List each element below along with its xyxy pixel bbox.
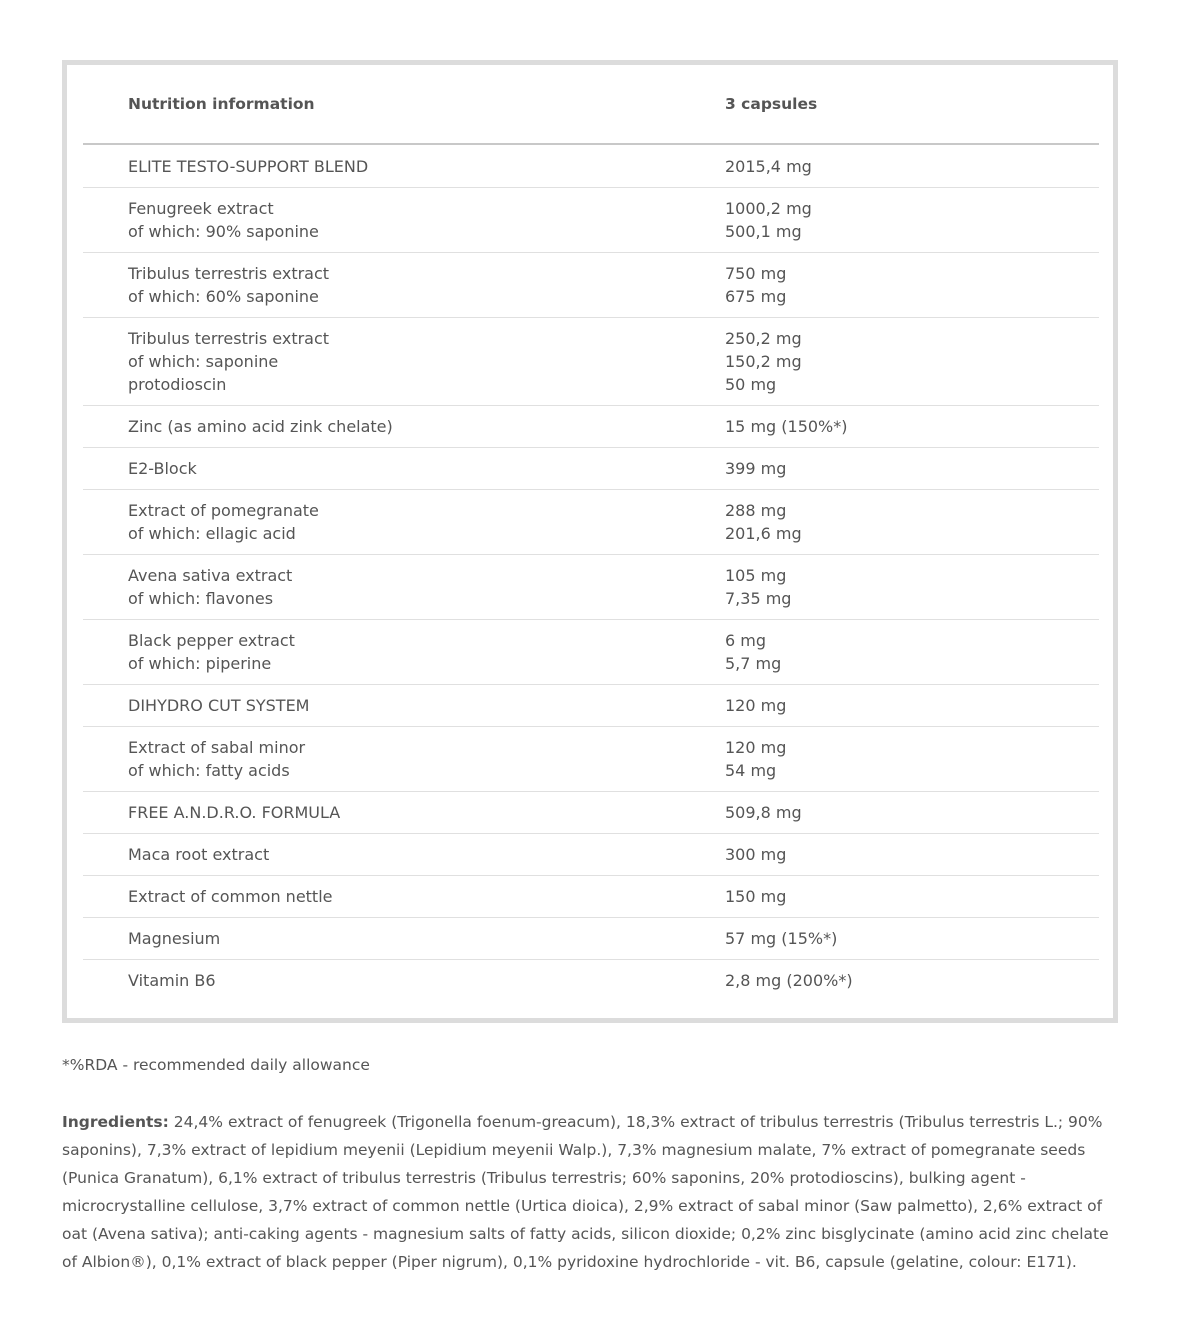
rda-footnote: *%RDA - recommended daily allowance <box>62 1056 370 1074</box>
table-row <box>83 918 1099 960</box>
nutrient-amount-cell <box>725 834 1099 876</box>
nutrient-name-cell <box>83 448 725 490</box>
nutrient-name: of which: fatty acids <box>128 761 290 780</box>
nutrient-amount-cell <box>725 792 1099 834</box>
nutrition-table <box>83 65 1099 1001</box>
nutrient-amount: 50 mg <box>725 375 777 394</box>
nutrient-name: Extract of pomegranate <box>128 501 319 520</box>
table-row <box>83 406 1099 448</box>
table-row <box>83 490 1099 555</box>
ingredients-text: 24,4% extract of fenugreek (Trigonella foenum-greacum), 18,3% extract of tribulus terrestris (Tribulus terrestris L.; 90% saponins), 7,3% extract of lepidium meyenii (Lepidium meyenii Walp.), 7,3% magnesium malate, 7% extract of pomegranate seeds (Punica Granatum), 6,1% extract of tribulus terrestris (Tribulus terrestris; 60% saponins, 20% protodioscins), bulking agent - microcrystalline cellulose, 3,7% extract of common nettle (Urtica dioica), 2,9% extract of sabal minor (Saw palmetto), 2,6% extract of oat (Avena sativa); anti-caking agents - magnesium salts of fatty acids, silicon dioxide; 0,2% zinc bisglycinate (amino acid zinc chelate of Albion®), 0,1% extract of black pepper (Piper nigrum), 0,1% pyridoxine hydrochloride - vit. B6, capsule (gelatine, colour: E171). <box>62 1113 1109 1271</box>
nutrient-amount: 250,2 mg <box>725 329 802 348</box>
nutrient-amount: 7,35 mg <box>725 589 792 608</box>
nutrient-amount: 500,1 mg <box>725 222 802 241</box>
nutrient-amount: 57 mg (15%*) <box>725 929 838 948</box>
nutrient-name: Magnesium <box>128 929 221 948</box>
nutrient-amount-cell <box>725 490 1099 555</box>
nutrient-amount: 105 mg <box>725 566 787 585</box>
nutrient-name-cell <box>83 144 725 188</box>
nutrient-name-cell <box>83 876 725 918</box>
nutrient-amount-cell <box>725 144 1099 188</box>
ingredients-paragraph <box>62 1108 1122 1276</box>
nutrition-table-box <box>62 60 1118 1023</box>
nutrient-name-cell <box>83 253 725 318</box>
table-row <box>83 960 1099 1002</box>
ingredients-label: Ingredients: <box>62 1113 169 1131</box>
table-row <box>83 727 1099 792</box>
table-body <box>83 144 1099 1001</box>
nutrient-amount-cell <box>725 918 1099 960</box>
nutrient-name-cell <box>83 792 725 834</box>
nutrient-name-cell <box>83 318 725 406</box>
nutrient-amount-cell <box>725 685 1099 727</box>
nutrient-amount: 2,8 mg (200%*) <box>725 971 853 990</box>
nutrient-amount: 150 mg <box>725 887 787 906</box>
nutrient-amount-cell <box>725 876 1099 918</box>
nutrient-name: Avena sativa extract <box>128 566 293 585</box>
nutrient-name: Zinc (as amino acid zink chelate) <box>128 417 393 436</box>
nutrient-name: Tribulus terrestris extract <box>128 329 330 348</box>
table-row <box>83 555 1099 620</box>
nutrient-name: of which: ellagic acid <box>128 524 296 543</box>
nutrient-amount: 399 mg <box>725 459 787 478</box>
table-header-row <box>83 65 1099 144</box>
nutrient-name-cell <box>83 960 725 1002</box>
nutrient-name-cell <box>83 918 725 960</box>
nutrient-name: ELITE TESTO-SUPPORT BLEND <box>128 157 369 176</box>
nutrient-name: of which: 60% saponine <box>128 287 319 306</box>
nutrient-name: DIHYDRO CUT SYSTEM <box>128 696 310 715</box>
nutrient-amount: 120 mg <box>725 696 787 715</box>
nutrient-amount: 288 mg <box>725 501 787 520</box>
nutrient-amount-cell <box>725 406 1099 448</box>
nutrient-name-cell <box>83 555 725 620</box>
nutrient-name: Fenugreek extract <box>128 199 274 218</box>
nutrient-amount-cell <box>725 555 1099 620</box>
nutrient-amount: 120 mg <box>725 738 787 757</box>
nutrient-name: Extract of sabal minor <box>128 738 306 757</box>
table-row <box>83 253 1099 318</box>
nutrient-name-cell <box>83 685 725 727</box>
nutrient-amount: 1000,2 mg <box>725 199 812 218</box>
nutrient-name-cell <box>83 406 725 448</box>
nutrient-name: Maca root extract <box>128 845 270 864</box>
table-row <box>83 792 1099 834</box>
nutrient-amount: 150,2 mg <box>725 352 802 371</box>
nutrient-name: of which: piperine <box>128 654 272 673</box>
nutrient-name: Vitamin B6 <box>128 971 216 990</box>
nutrient-name: Black pepper extract <box>128 631 295 650</box>
nutrient-amount: 5,7 mg <box>725 654 782 673</box>
nutrient-name: Extract of common nettle <box>128 887 333 906</box>
nutrient-amount: 750 mg <box>725 264 787 283</box>
table-row <box>83 318 1099 406</box>
nutrient-amount: 54 mg <box>725 761 777 780</box>
table-row <box>83 448 1099 490</box>
nutrient-amount: 2015,4 mg <box>725 157 812 176</box>
table-row <box>83 144 1099 188</box>
nutrient-amount: 675 mg <box>725 287 787 306</box>
nutrient-amount-cell <box>725 253 1099 318</box>
nutrient-amount: 201,6 mg <box>725 524 802 543</box>
nutrient-name: FREE A.N.D.R.O. FORMULA <box>128 803 341 822</box>
header-nutrition-information: Nutrition information <box>83 65 725 144</box>
nutrient-name: of which: 90% saponine <box>128 222 319 241</box>
nutrient-amount: 15 mg (150%*) <box>725 417 848 436</box>
table-row <box>83 685 1099 727</box>
nutrient-name-cell <box>83 620 725 685</box>
nutrient-amount-cell <box>725 727 1099 792</box>
table-row <box>83 876 1099 918</box>
nutrient-name-cell <box>83 490 725 555</box>
nutrient-amount-cell <box>725 318 1099 406</box>
nutrient-name-cell <box>83 834 725 876</box>
nutrient-name-cell <box>83 188 725 253</box>
nutrient-name: of which: flavones <box>128 589 274 608</box>
nutrient-amount: 6 mg <box>725 631 767 650</box>
table-row <box>83 620 1099 685</box>
nutrient-amount: 300 mg <box>725 845 787 864</box>
header-serving-size: 3 capsules <box>725 65 1099 144</box>
nutrient-amount-cell <box>725 448 1099 490</box>
table-row <box>83 188 1099 253</box>
nutrient-amount-cell <box>725 188 1099 253</box>
nutrient-name: of which: saponine <box>128 352 279 371</box>
nutrient-name-cell <box>83 727 725 792</box>
table-row <box>83 834 1099 876</box>
nutrient-name: protodioscin <box>128 375 227 394</box>
nutrient-amount: 509,8 mg <box>725 803 802 822</box>
nutrient-amount-cell <box>725 960 1099 1002</box>
nutrient-name: Tribulus terrestris extract <box>128 264 330 283</box>
nutrient-name: E2-Block <box>128 459 197 478</box>
nutrient-amount-cell <box>725 620 1099 685</box>
